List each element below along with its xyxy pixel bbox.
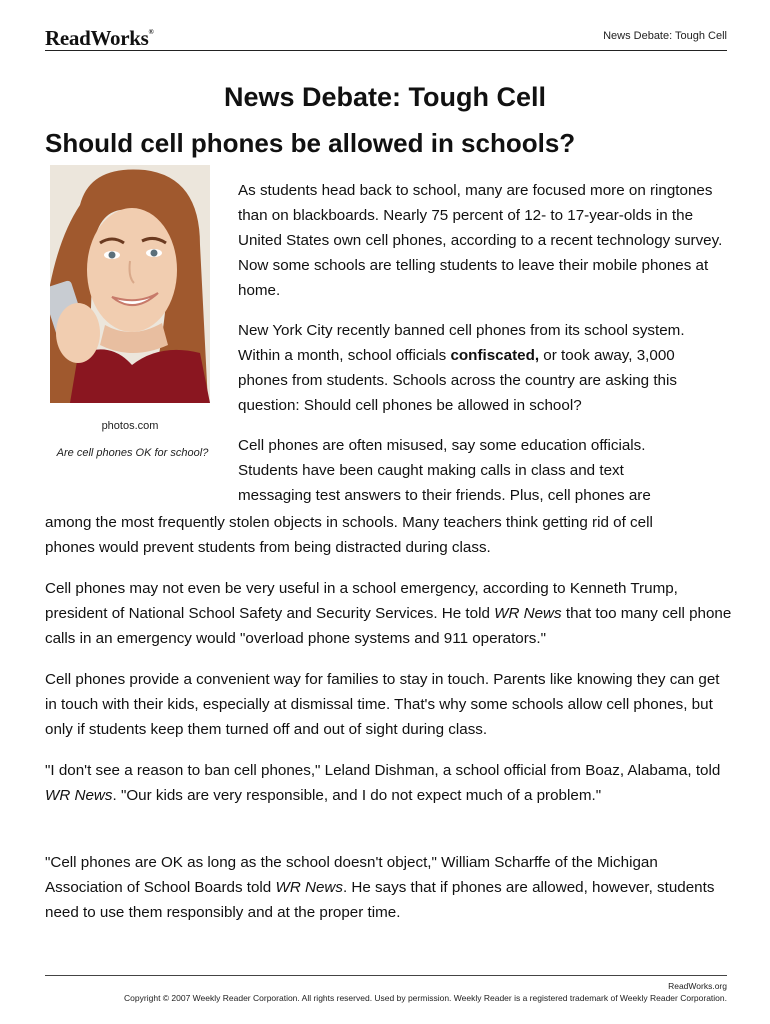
girl-with-phone-illustration xyxy=(50,165,210,403)
hand-shape xyxy=(56,303,100,363)
publication-name: WR News xyxy=(275,879,343,896)
page-header xyxy=(45,22,727,51)
header-document-title: News Debate: Tough Cell xyxy=(603,30,727,42)
publication-name: WR News xyxy=(494,605,562,622)
footer-copyright: Copyright © 2007 Weekly Reader Corporation. All rights reserved. Used by permission. Weekly Reader is a registered trademark of Weekly Reader Corporation. xyxy=(124,993,727,1003)
paragraph-3-continued: among the most frequently stolen objects in schools. Many teachers think getting rid of cell phones would prevent students from being distracted during class. xyxy=(45,514,653,556)
article-photo xyxy=(50,165,210,403)
paragraph-3-wrapped: Cell phones are often misused, say some education officials. Students have been caught making calls in class and text messaging test answers to their friends. Plus, cell phones are xyxy=(238,437,651,504)
paragraph-2: New York City recently banned cell phones from its school system. Within a month, school officials confiscated, or took away, 3,000 phones from students. Schools across the country are asking this question: Should cell phones be allowed in school? xyxy=(238,322,685,414)
face-shape xyxy=(87,208,177,332)
paragraph-6: "I don't see a reason to ban cell phones," Leland Dishman, a school official from Boaz, Alabama, told WR News. "Our kids are very responsible, and I do not expect much of a problem." xyxy=(45,762,721,804)
paragraph-5: Cell phones provide a convenient way for families to stay in touch. Parents like knowing they can get in touch with their kids, especially at dismissal time. That's why some schools allow cell phones, but only if students keep them turned off and out of sight during class. xyxy=(45,671,720,738)
photo-credit: photos.com xyxy=(101,420,159,432)
vocab-term-confiscated: confiscated, xyxy=(450,347,540,364)
photo-caption: Are cell phones OK for school? xyxy=(56,447,209,459)
footer-site-link[interactable]: ReadWorks.org xyxy=(668,981,727,991)
publication-name: WR News xyxy=(45,787,113,804)
registered-mark: ® xyxy=(148,28,154,36)
article-subtitle: Should cell phones be allowed in schools? xyxy=(45,128,576,158)
paragraph-4: Cell phones may not even be very useful in a school emergency, according to Kenneth Trump, president of National School Safety and Security Services. He told WR News that too many cell phone calls in an emergency would "overload phone systems and 911 operators." xyxy=(45,580,732,647)
article-column xyxy=(238,178,728,508)
article-title: News Debate: Tough Cell xyxy=(223,82,547,112)
paragraph-1: As students head back to school, many are focused more on ringtones than on blackboards. Nearly 75 percent of 12- to 17-year-olds in the United States own cell phones, according to a recent technology survey. Now some schools are telling students to leave their mobile phones at home. xyxy=(238,182,723,299)
readworks-logo[interactable]: ReadWorks® xyxy=(45,26,154,50)
page-footer xyxy=(45,975,727,1003)
paragraph-7: "Cell phones are OK as long as the school doesn't object," William Scharffe of the Michigan Association of School Boards told WR News. He says that if phones are allowed, however, students need to use them responsibly and at the proper time. xyxy=(45,854,715,921)
